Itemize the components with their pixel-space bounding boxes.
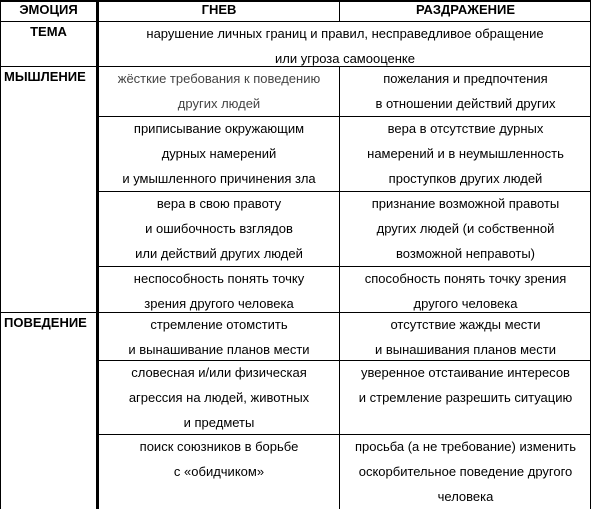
- cell-line: жёсткие требования к поведению: [117, 71, 321, 86]
- cell-line: стремление отомстить: [150, 317, 288, 332]
- grid-line: [99, 434, 591, 435]
- theme-line: или угроза самооценке: [275, 51, 415, 66]
- behavior-irritation-3: [340, 434, 591, 509]
- theme-label: ТЕМА: [30, 24, 67, 39]
- cell-line: и ошибочность взглядов: [145, 221, 293, 236]
- cell-line: и вынашивание планов мести: [128, 342, 310, 357]
- cell-line: словесная и/или физическая: [131, 365, 307, 380]
- thinking-anger-1: [99, 66, 339, 116]
- cell-line: проступков других людей: [388, 171, 543, 186]
- thinking-anger-3: [99, 191, 339, 266]
- header-irritation: РАЗДРАЖЕНИЕ: [415, 2, 516, 17]
- cell-line: просьба (а не требование) изменить: [354, 439, 577, 454]
- grid-line: [99, 266, 591, 267]
- behavior-label: ПОВЕДЕНИЕ: [4, 315, 87, 330]
- cell-line: неспособность понять точку: [133, 271, 305, 286]
- grid-line: [0, 312, 591, 313]
- cell-line: пожелания и предпочтения: [383, 71, 548, 86]
- cell-line: агрессия на людей, животных: [128, 390, 310, 405]
- cell-line: другого человека: [413, 296, 518, 311]
- thinking-anger-2: [99, 116, 339, 191]
- grid-line: [0, 0, 591, 2]
- thinking-irritation-2: [340, 116, 591, 191]
- cell-line: оскорбительное поведение другого: [358, 464, 573, 479]
- cell-line: признание возможной правоты: [371, 196, 560, 211]
- cell-line: в отношении действий других: [375, 96, 556, 111]
- cell-line: вера в отсутствие дурных: [387, 121, 544, 136]
- cell-line: намерений и в неумышленность: [367, 146, 564, 161]
- cell-line: приписывание окружающим: [133, 121, 305, 136]
- behavior-irritation-2: [340, 360, 591, 434]
- header-emotion: ЭМОЦИЯ: [19, 2, 78, 17]
- thinking-irritation-1: [340, 66, 591, 116]
- grid-line: [99, 191, 591, 192]
- grid-line: [0, 0, 1, 509]
- grid-line: [339, 0, 340, 21]
- thinking-label: МЫШЛЕНИЕ: [4, 69, 86, 84]
- cell-line: вера в свою правоту: [156, 196, 282, 211]
- header-anger: ГНЕВ: [201, 2, 237, 17]
- thinking-irritation-4: [340, 266, 591, 312]
- thinking-anger-4: [99, 266, 339, 312]
- cell-line: дурных намерений: [161, 146, 277, 161]
- cell-line: других людей: [177, 96, 261, 111]
- cell-line: с «обидчиком»: [173, 464, 265, 479]
- cell-line: уверенное отстаивание интересов: [361, 365, 570, 380]
- cell-line: других людей (и собственной: [376, 221, 555, 236]
- cell-line: способность понять точку зрения: [364, 271, 567, 286]
- grid-line: [339, 66, 340, 509]
- behavior-anger-3: [99, 434, 339, 509]
- cell-line: возможной неправоты): [395, 246, 536, 261]
- theme-line: нарушение личных границ и правил, несправедливое обращение: [146, 26, 544, 41]
- cell-line: и вынашивания планов мести: [375, 342, 556, 357]
- grid-line: [96, 0, 99, 509]
- cell-line: отсутствие жажды мести: [390, 317, 541, 332]
- behavior-anger-2: [99, 360, 339, 434]
- grid-line: [0, 21, 591, 22]
- grid-line: [99, 116, 591, 117]
- cell-line: и стремление разрешить ситуацию: [358, 390, 573, 405]
- row-label-behavior: [0, 312, 97, 509]
- behavior-anger-1: [99, 312, 339, 360]
- cell-line: поиск союзников в борьбе: [139, 439, 299, 454]
- cell-line: человека: [437, 489, 494, 504]
- grid-line: [0, 66, 591, 67]
- cell-line: и умышленного причинения зла: [122, 171, 316, 186]
- cell-line: или действий других людей: [135, 246, 303, 261]
- grid-line: [99, 360, 591, 361]
- cell-line: зрения другого человека: [144, 296, 294, 311]
- behavior-irritation-1: [340, 312, 591, 360]
- row-label-thinking: [0, 66, 97, 312]
- row-label-theme: [0, 21, 97, 66]
- theme-text: [99, 21, 591, 66]
- cell-line: и предметы: [183, 415, 255, 430]
- thinking-irritation-3: [340, 191, 591, 266]
